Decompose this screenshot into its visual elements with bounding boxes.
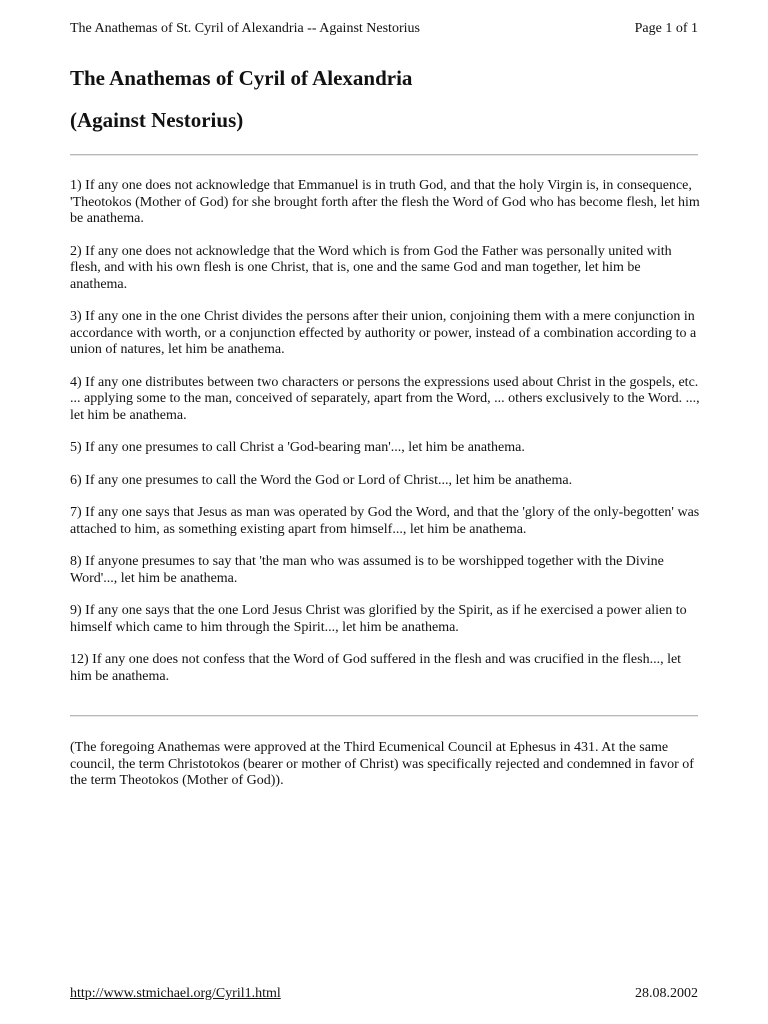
anathema-paragraph: 3) If any one in the one Christ divides the persons after their union, conjoining them with a mere conjunction in accordance with worth, or a conjunction effected by authority or power, instead of a combination according to a union of natures, let him be anathema. (70, 309, 697, 357)
anathema-paragraph: 12) If any one does not confess that the Word of God suffered in the flesh and was crucified in the flesh..., let him be anathema. (70, 652, 682, 684)
horizontal-divider (70, 154, 698, 156)
header-page-number: Page 1 of 1 (634, 21, 698, 36)
footer-date: 28.08.2002 (635, 986, 698, 1001)
anathema-list (70, 178, 700, 701)
anathema-paragraph: 2) If any one does not acknowledge that the Word which is from God the Father was personally united with flesh, and with his own flesh is one Christ, that is, one and the same God and man together, let him be anathema. (70, 243, 672, 292)
anathema-paragraph: 9) If any one says that the one Lord Jesus Christ was glorified by the Spirit, as if he exercised a power alien to himself which came to him through the Spirit..., let him be anathema. (70, 603, 687, 635)
anathema-paragraph: 5) If any one presumes to call Christ a 'God-bearing man'..., let him be anathema. (70, 440, 525, 455)
anathema-paragraph: 7) If any one says that Jesus as man was operated by God the Word, and that the 'glory of the only-begotten' was attached to him, as something existing apart from himself..., let him be anathema. (70, 505, 700, 537)
horizontal-divider (70, 715, 698, 717)
source-url-link[interactable]: http://www.stmichael.org/Cyril1.html (70, 986, 281, 1001)
council-note: (The foregoing Anathemas were approved at the Third Ecumenical Council at Ephesus in 431. At the same council, the term Christotokos (bearer or mother of Christ) was specifically rejected and condemned in favor of the term Theotokos (Mother of God)). (70, 740, 694, 788)
header-document-title: The Anathemas of St. Cyril of Alexandria -- Against Nestorius (70, 21, 420, 36)
anathema-paragraph: 6) If any one presumes to call the Word the God or Lord of Christ..., let him be anathema. (70, 472, 573, 488)
page-title: The Anathemas of Cyril of Alexandria (70, 66, 413, 90)
anathema-paragraph: 8) If anyone presumes to say that 'the man who was assumed is to be worshipped together with the Divine Word'..., let him be anathema. (70, 554, 664, 586)
anathema-paragraph: 4) If any one distributes between two characters or persons the expressions used about Christ in the gospels, etc. ... applying some to the man, conceived of separately, apart from the Word, ... others exclusively to the Word. ..., let him be anathema. (70, 374, 700, 423)
anathema-paragraph: 1) If any one does not acknowledge that Emmanuel is in truth God, and that the holy Virgin is, in consequence, 'Theotokos (Mother of God) for she brought forth after the flesh the Word of God who has become flesh, let him be anathema. (70, 178, 700, 226)
page-subtitle: (Against Nestorius) (70, 108, 244, 132)
